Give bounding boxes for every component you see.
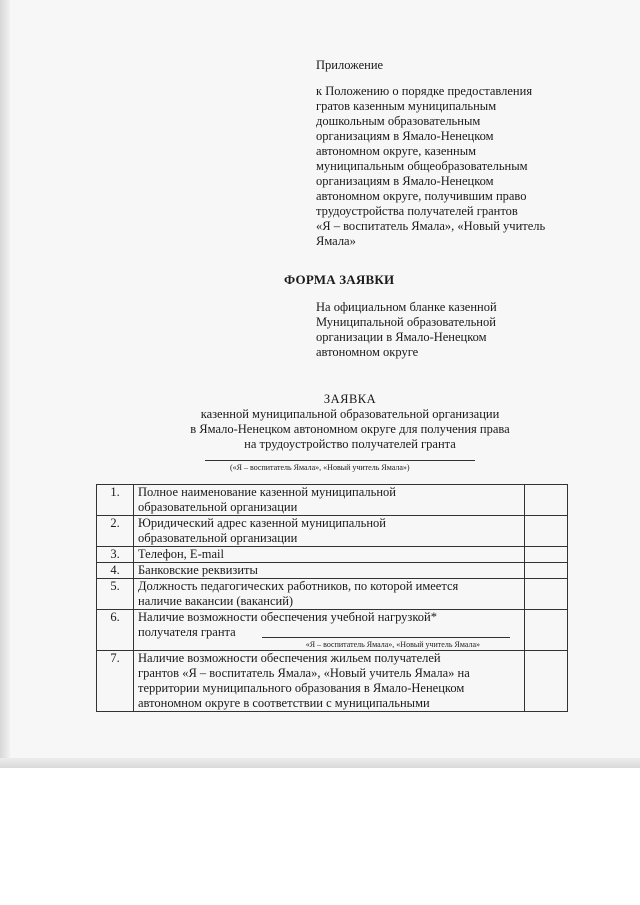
row-number: 5. — [97, 579, 134, 610]
appendix-line: гратов казенным муниципальным — [316, 99, 497, 113]
row-text-line: автономном округе в соответствии с муниципальными — [138, 696, 430, 710]
row-text — [134, 579, 525, 610]
row-number: 3. — [97, 547, 134, 563]
row-number: 4. — [97, 563, 134, 579]
appendix-line: организациям в Ямало-Ненецком — [316, 174, 494, 188]
grant-name-blank — [205, 460, 475, 461]
row-text-line: Наличие возможности обеспечения учебной нагрузкой* — [138, 610, 437, 624]
row-value-cell — [525, 485, 568, 516]
row-value-cell — [525, 579, 568, 610]
row-number: 7. — [97, 651, 134, 712]
appendix-line: муниципальным общеобразовательным — [316, 159, 528, 173]
row-text — [134, 547, 525, 563]
table-row — [97, 563, 568, 579]
table-row — [97, 610, 568, 651]
appendix-title: Приложение — [316, 58, 384, 72]
application-subtitle — [120, 407, 580, 452]
letterhead-line: организации в Ямало-Ненецком — [316, 330, 487, 344]
row-value-cell — [525, 516, 568, 547]
row-value-cell — [525, 610, 568, 651]
row-value-cell — [525, 563, 568, 579]
row-text — [134, 563, 525, 579]
appendix-line: автономном округе, получившим право — [316, 189, 527, 203]
application-title: ЗАЯВКА — [323, 392, 377, 406]
letterhead-line: На официальном бланке казенной — [316, 300, 497, 314]
appendix-line: автономном округе, казенным — [316, 144, 477, 158]
grant-name-caption: («Я – воспитатель Ямала», «Новый учитель Ямала») — [230, 463, 410, 472]
application-subtitle-line: в Ямало-Ненецком автономном округе для получения права — [190, 422, 510, 436]
row-text-line: образовательной организации — [138, 531, 298, 545]
table-row — [97, 579, 568, 610]
page-left-edge — [0, 0, 10, 768]
row-text-line-with-blank — [138, 625, 520, 640]
row-text-line: грантов «Я – воспитатель Ямала», «Новый учитель Ямала» на — [138, 666, 470, 680]
appendix-line: «Я – воспитатель Ямала», «Новый учитель — [316, 219, 546, 233]
table-row — [97, 516, 568, 547]
appendix-line: к Положению о порядке предоставления — [316, 84, 533, 98]
row-blank-caption: «Я – воспитатель Ямала», «Новый учитель Ямала» — [305, 640, 480, 649]
appendix-line: дошкольным образовательным — [316, 114, 481, 128]
row-number: 2. — [97, 516, 134, 547]
row-text-line: образовательной организации — [138, 500, 298, 514]
appendix-line: трудоустройства получателей грантов — [316, 204, 518, 218]
row-value-cell — [525, 547, 568, 563]
application-table — [96, 484, 568, 712]
row-text — [134, 610, 525, 651]
letterhead-note — [316, 300, 596, 360]
row-text-line: наличие вакансии (вакансий) — [138, 594, 294, 608]
letterhead-line: Муниципальной образовательной — [316, 315, 496, 329]
row-text-line: Телефон, E-mail — [138, 547, 224, 561]
row-text-line: территории муниципального образования в Ямало-Ненецком — [138, 681, 465, 695]
row-number: 1. — [97, 485, 134, 516]
row-text-line: Должность педагогических работников, по которой имеется — [138, 579, 459, 593]
application-subtitle-line: на трудоустройство получателей гранта — [244, 437, 456, 451]
row-text — [134, 516, 525, 547]
application-subtitle-line: казенной муниципальной образовательной организации — [200, 407, 500, 421]
letterhead-line: автономном округе — [316, 345, 419, 359]
row-blank-line — [262, 637, 510, 638]
table-row — [97, 547, 568, 563]
row-text — [134, 651, 525, 712]
appendix-line: организациям в Ямало-Ненецком — [316, 129, 494, 143]
appendix-line: Ямала» — [316, 234, 356, 248]
row-text-line: Наличие возможности обеспечения жильем получателей — [138, 651, 441, 665]
row-text — [134, 485, 525, 516]
row-value-cell — [525, 651, 568, 712]
form-heading: ФОРМА ЗАЯВКИ — [284, 272, 395, 287]
row-text-line: Полное наименование казенной муниципальной — [138, 485, 396, 499]
page-bottom-edge — [0, 758, 640, 768]
row-text-line: Юридический адрес казенной муниципальной — [138, 516, 386, 530]
appendix-reference — [316, 84, 606, 249]
table-row — [97, 485, 568, 516]
row-text-line: получателя гранта — [138, 625, 236, 639]
row-text-line: Банковские реквизиты — [138, 563, 258, 577]
row-number: 6. — [97, 610, 134, 651]
table-row — [97, 651, 568, 712]
